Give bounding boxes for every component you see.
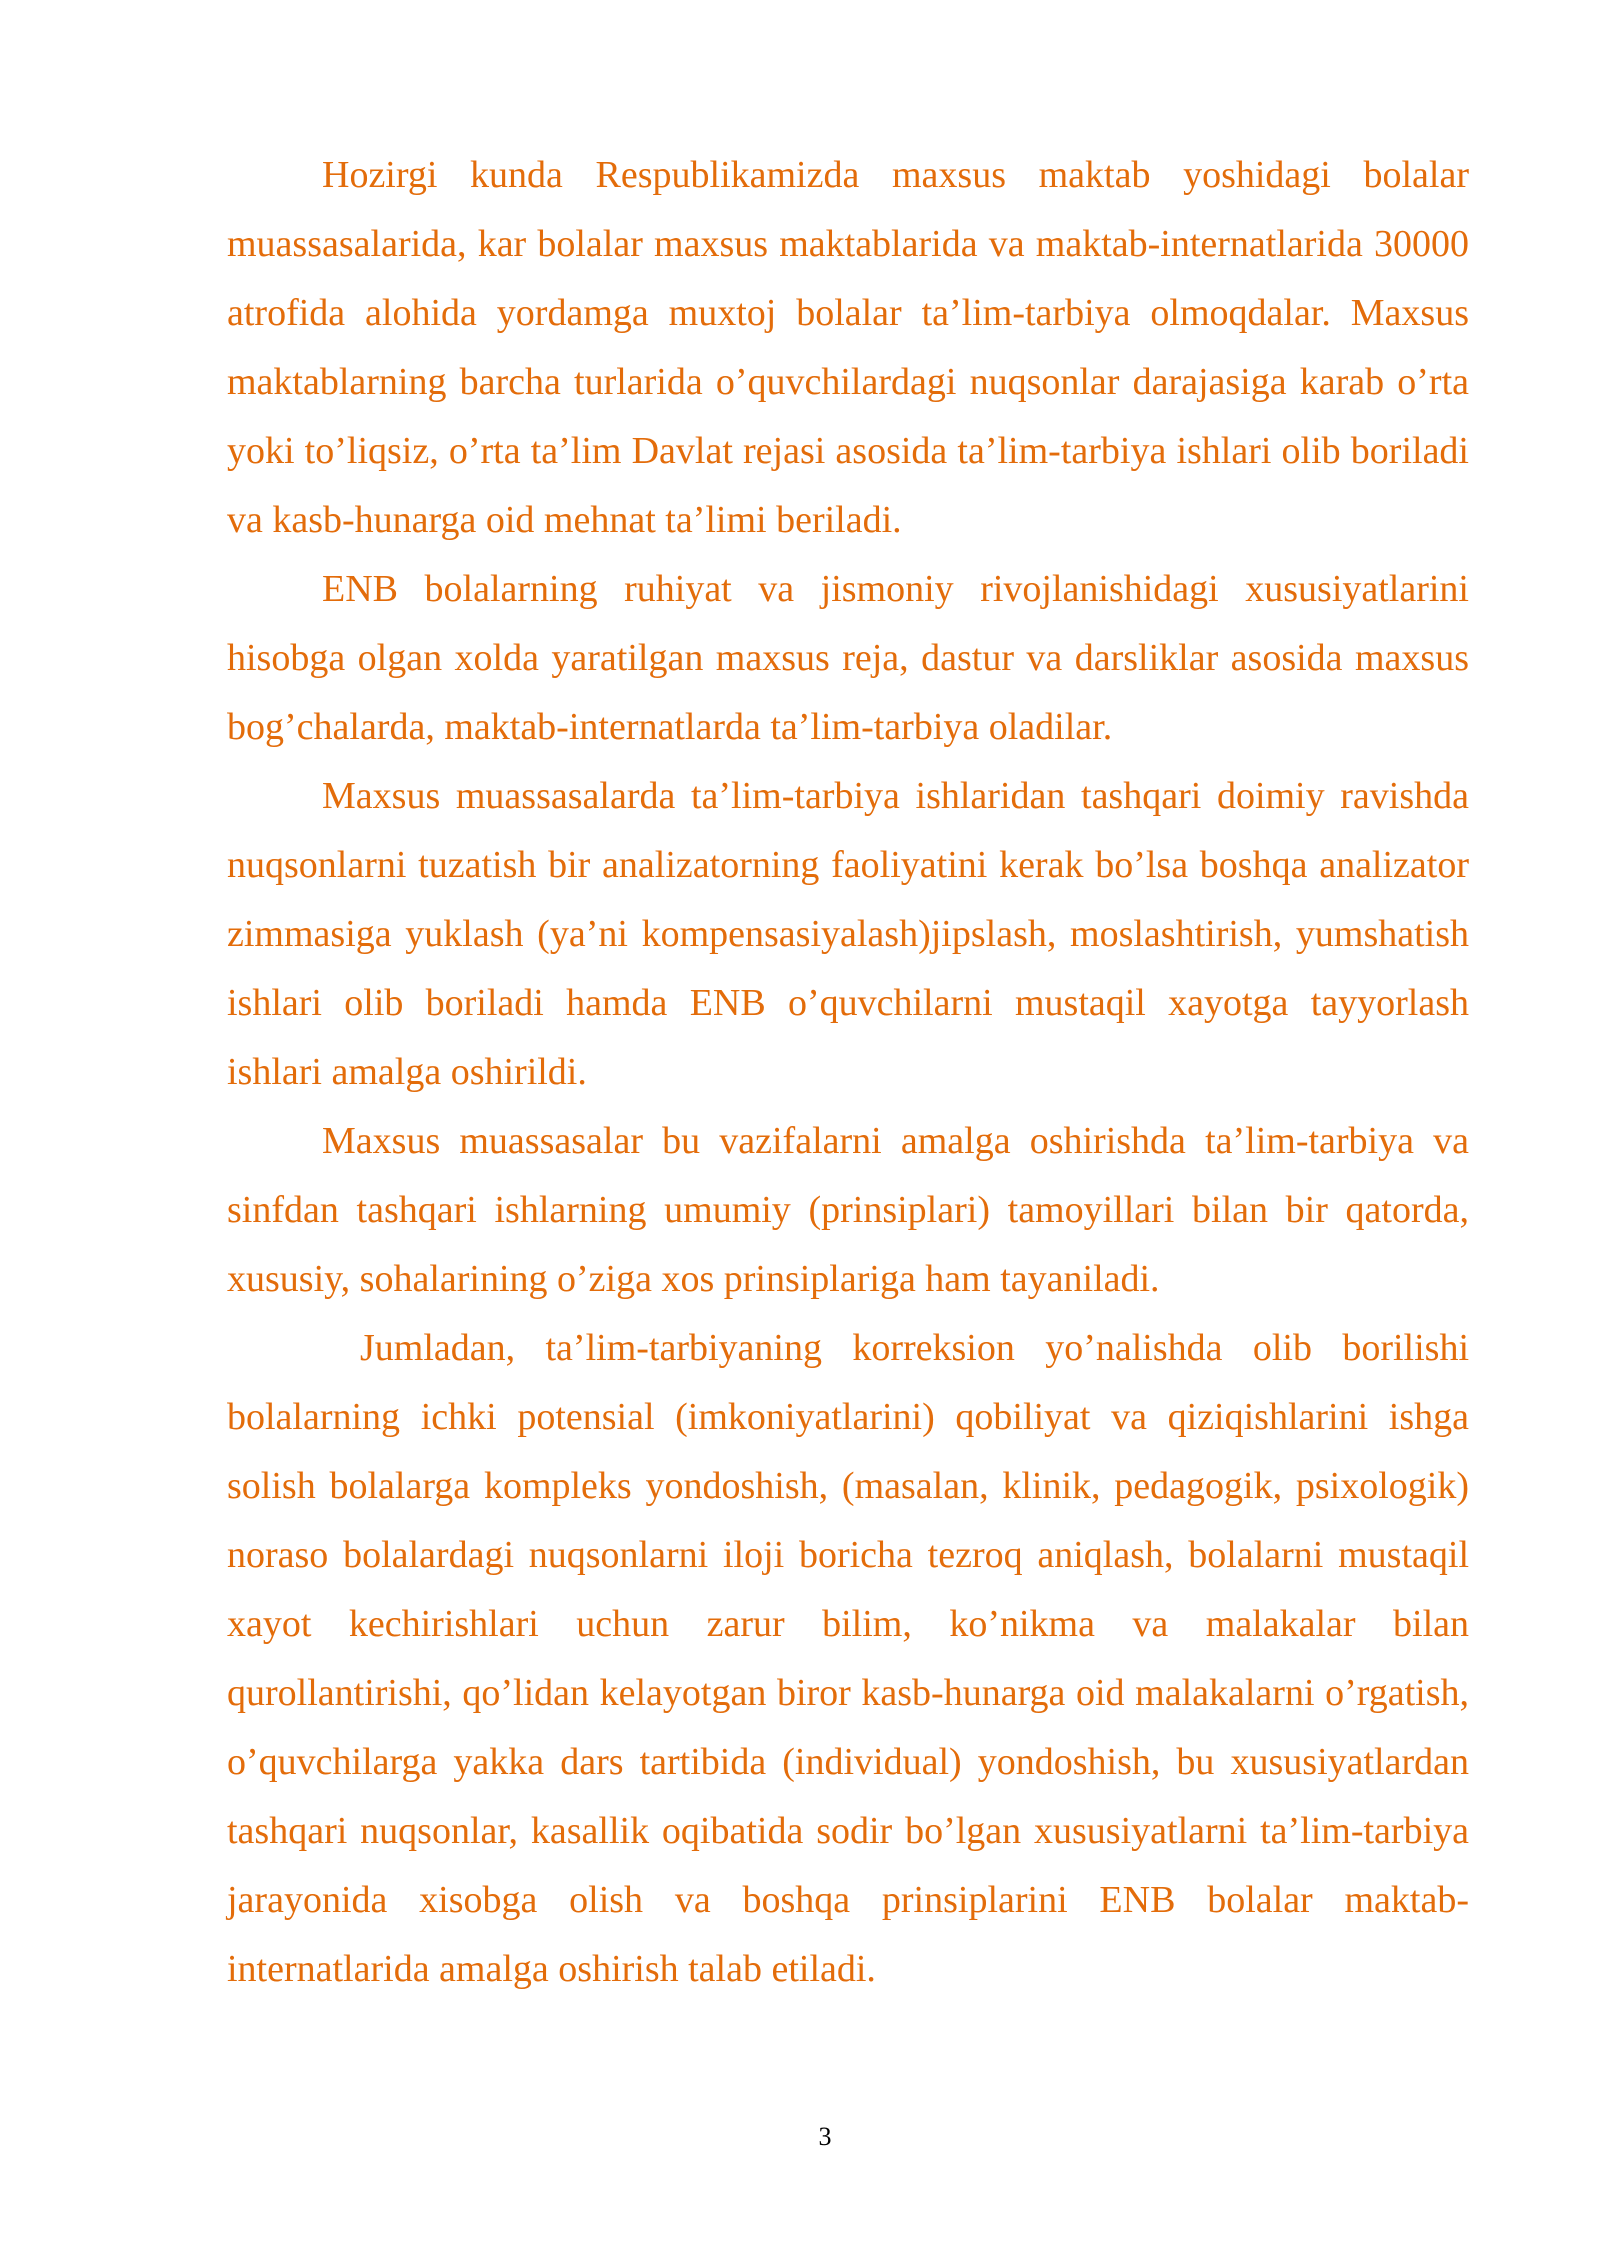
document-body <box>227 141 1469 2004</box>
page-number: 3 <box>818 2122 832 2151</box>
paragraph-2: ENB bolalarning ruhiyat va jismoniy rivojlanishidagi xususiyatlarini hisobga olgan xolda yaratilgan maxsus reja, dastur va darsliklar asosida maxsus bog’chalarda, maktab-internatlarda ta’lim-tarbiya oladilar. <box>227 568 1469 748</box>
paragraph-3: Maxsus muassasalarda ta’lim-tarbiya ishlaridan tashqari doimiy ravishda nuqsonlarni tuzatish bir analizatorning faoliyatini kerak bo’lsa boshqa analizator zimmasiga yuklash (ya’ni kompensasiyalash)jipslash, moslashtirish, yumshatish ishlari olib boriladi hamda ENB o’quvchilarni mustaqil xayotga tayyorlash ishlari amalga oshirildi. <box>227 775 1469 1093</box>
paragraph-5: Jumladan, ta’lim-tarbiyaning korreksion yo’nalishda olib borilishi bolalarning ichki potensial (imkoniyatlarini) qobiliyat va qiziqishlarini ishga solish bolalarga kompleks yondoshish, (masalan, klinik, pedagogik, psixologik) noraso bolalardagi nuqsonlarni iloji boricha tezroq aniqlash, bolalarni mustaqil xayot kechirishlari uchun zarur bilim, ko’nikma va malakalar bilan qurollantirishi, qo’lidan kelayotgan biror kasb-hunarga oid malakalarni o’rgatish, o’quvchilarga yakka dars tartibida (individual) yondoshish, bu xususiyatlardan tashqari nuqsonlar, kasallik oqibatida sodir bo’lgan xususiyatlarni ta’lim-tarbiya jarayonida xisobga olish va boshqa prinsiplarini ENB bolalar maktab-internatlarida amalga oshirish talab etiladi. <box>227 1327 1469 1990</box>
paragraph-4: Maxsus muassasalar bu vazifalarni amalga oshirishda ta’lim-tarbiya va sinfdan tashqari ishlarning umumiy (prinsiplari) tamoyillari bilan bir qatorda, xususiy, sohalarining o’ziga xos prinsiplariga ham tayaniladi. <box>227 1120 1469 1300</box>
paragraph-1: Hozirgi kunda Respublikamizda maxsus maktab yoshidagi bolalar muassasalarida, kar bolalar maxsus maktablarida va maktab-internatlarida 30000 atrofida alohida yordamga muxtoj bolalar ta’lim-tarbiya olmoqdalar. Maxsus maktablarning barcha turlarida o’quvchilardagi nuqsonlar darajasiga karab o’rta yoki to’liqsiz, o’rta ta’lim Davlat rejasi asosida ta’lim-tarbiya ishlari olib boriladi va kasb-hunarga oid mehnat ta’limi beriladi. <box>227 154 1469 541</box>
